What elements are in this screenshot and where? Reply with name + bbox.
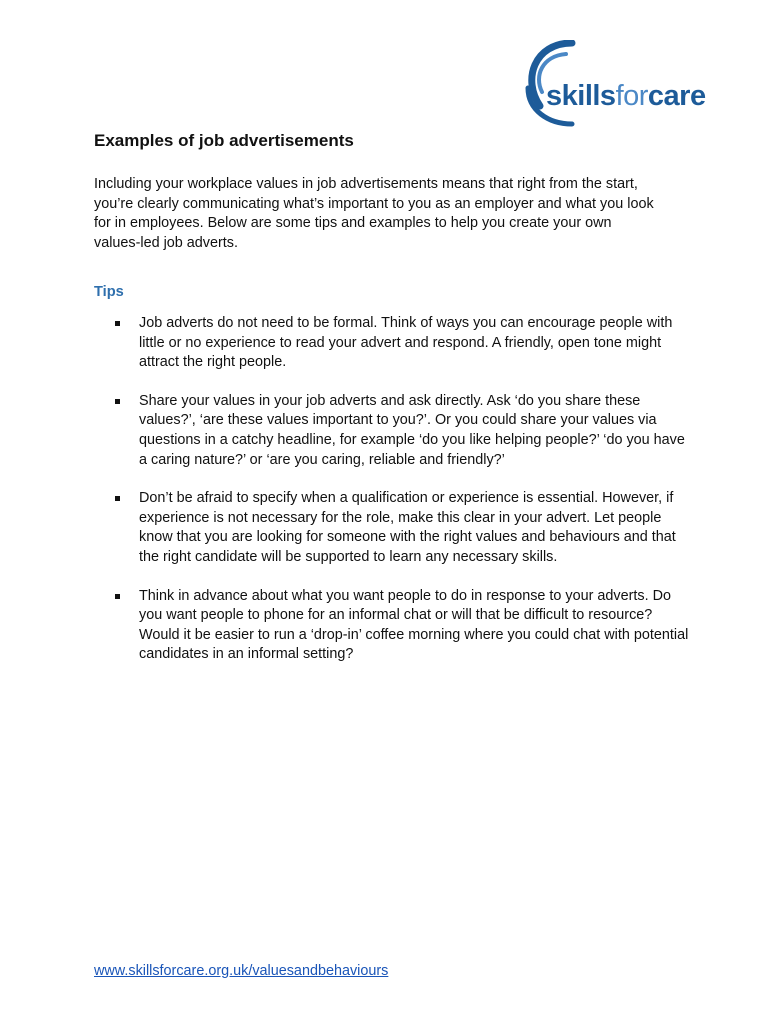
- tips-heading: Tips: [94, 284, 124, 300]
- tip-item: [110, 587, 690, 665]
- square-bullet-icon: [115, 321, 120, 326]
- tip-item: [110, 314, 690, 373]
- page-title: Examples of job advertisements: [94, 131, 354, 150]
- skills-for-care-logo: [520, 40, 735, 130]
- tip-text: Share your values in your job adverts and ask directly. Ask ‘do you share these values?’, ‘are these values important to you?’. Or you could share your values via questions in a catchy headline, for example ‘do you like helping people?’ ‘do you have a caring nature?’ or ‘are you caring, reliable and friendly?’: [139, 392, 685, 468]
- tip-item: [110, 392, 690, 470]
- logo-word-care: care: [647, 80, 706, 112]
- square-bullet-icon: [115, 399, 120, 404]
- logo-wordmark: [546, 82, 706, 111]
- square-bullet-icon: [115, 594, 120, 599]
- tip-text: Don’t be afraid to specify when a qualification or experience is essential. However, if experience is not necessary for the role, make this clear in your advert. Let people know that you are looking for someone with the right values and behaviours and that the right candidate will be supported to learn any necessary skills.: [139, 490, 676, 565]
- logo-word-skills: skills: [546, 80, 616, 112]
- tip-text: Job adverts do not need to be formal. Think of ways you can encourage people with little or no experience to read your advert and respond. A friendly, open tone might attract the right people.: [139, 315, 673, 371]
- tips-list: [110, 314, 690, 684]
- logo-word-for: for: [615, 80, 648, 112]
- tip-text: Think in advance about what you want people to do in response to your adverts. Do you want people to phone for an informal chat or will that be difficult to resource? Would it be easier to run a ‘drop-in’ coffee morning where you could chat with potential candidates in an informal setting?: [139, 587, 689, 663]
- square-bullet-icon: [115, 496, 120, 501]
- intro-paragraph: Including your workplace values in job advertisements means that right from the start, you’re clearly communicating what’s important to you as an employer and what you look for in employees. Below are some tips and examples to help you create your own values-led job adverts.: [94, 176, 654, 251]
- values-and-behaviours-link[interactable]: www.skillsforcare.org.uk/valuesandbehaviours: [94, 963, 389, 979]
- tip-item: [110, 489, 690, 567]
